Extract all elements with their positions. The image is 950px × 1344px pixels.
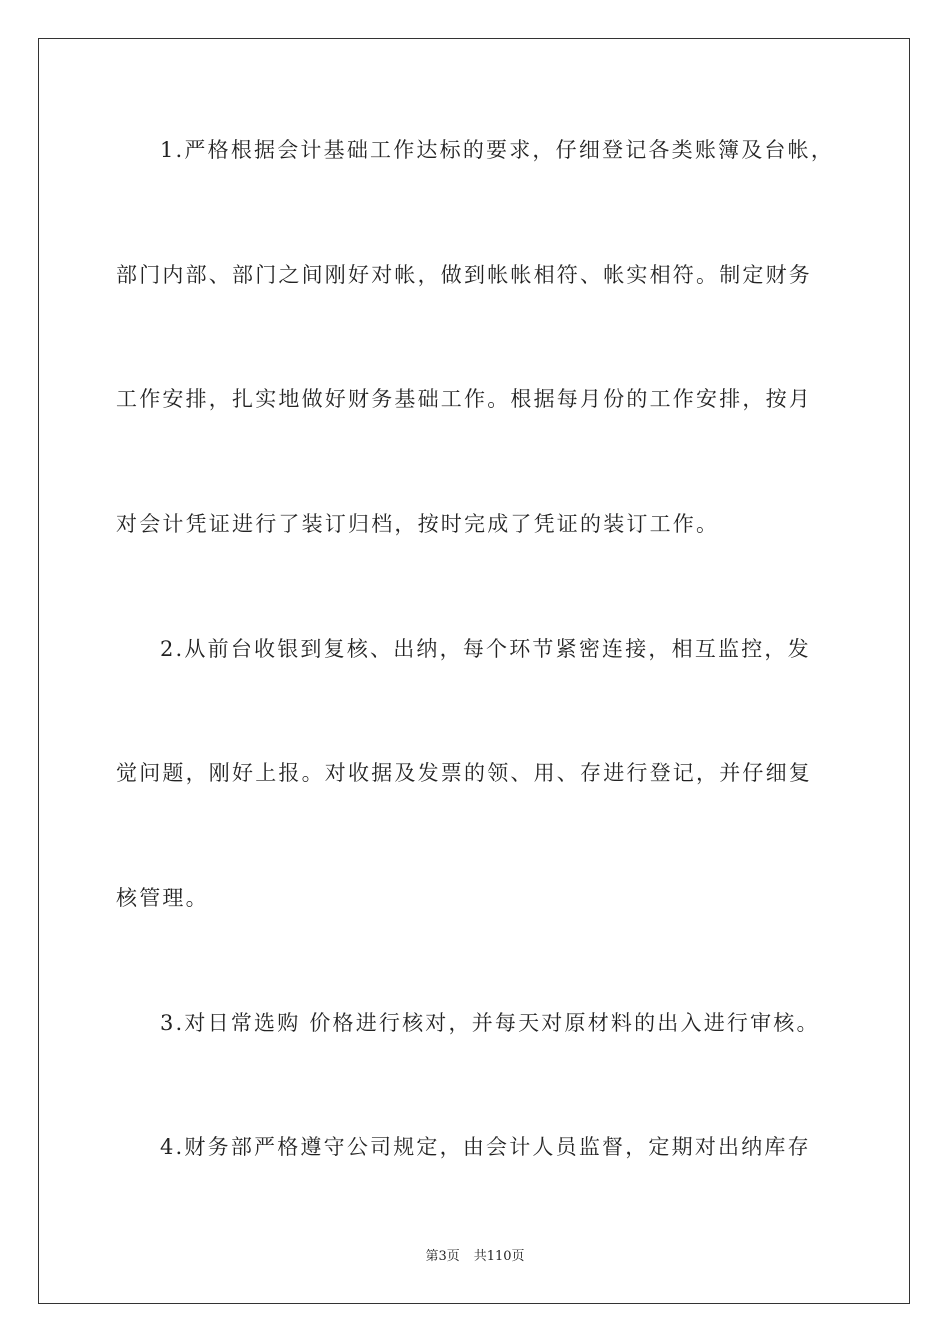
paragraph-4-line-1: 4.财务部严格遵守公司规定，由会计人员监督，定期对出纳库存 — [160, 1135, 811, 1159]
paragraph-1-line-1: 1.严格根据会计基础工作达标的要求，仔细登记各类账簿及台帐， — [160, 138, 835, 162]
paragraph-2-line-2: 觉问题，刚好上报。对收据及发票的领、用、存进行登记，并仔细复 — [116, 761, 812, 785]
paragraph-2-line-1: 2.从前台收银到复核、出纳，每个环节紧密连接，相互监控，发 — [160, 637, 811, 661]
paragraph-1-line-3: 工作安排，扎实地做好财务基础工作。根据每月份的工作安排，按月 — [116, 387, 812, 411]
page-number: 第3页 — [425, 1249, 460, 1264]
paragraph-2-line-3: 核管理。 — [116, 886, 209, 910]
paragraph-3-line-1: 3.对日常选购 价格进行核对，并每天对原材料的出入进行审核。 — [160, 1011, 820, 1035]
paragraph-1-line-2: 部门内部、部门之间刚好对帐，做到帐帐相符、帐实相符。制定财务 — [116, 263, 812, 287]
paragraph-1-line-4: 对会计凭证进行了装订归档，按时完成了凭证的装订工作。 — [116, 512, 720, 536]
page-border — [38, 38, 910, 1304]
page-footer — [0, 1248, 950, 1266]
page-total: 共110页 — [473, 1249, 525, 1264]
